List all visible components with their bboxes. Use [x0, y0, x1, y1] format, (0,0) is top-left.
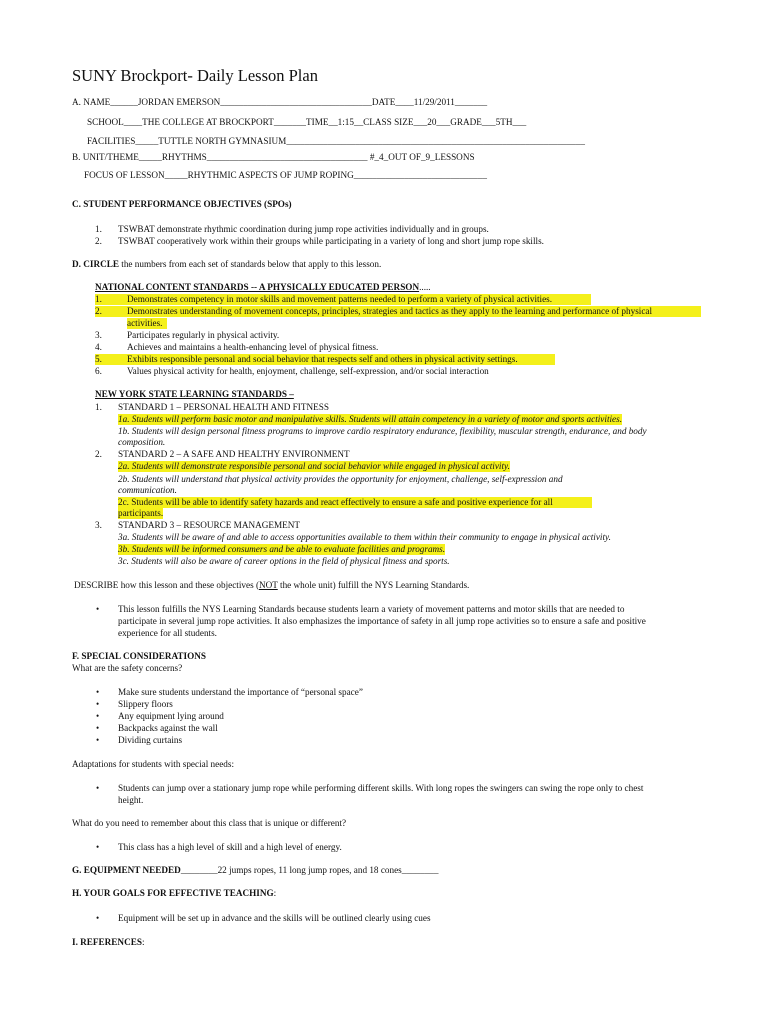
- safety-item-5: Dividing curtains: [118, 735, 183, 745]
- describe-text-1: This lesson fulfills the NYS Learning Standards because students learn a variety of movement patterns and motor skills that are needed to: [118, 604, 625, 614]
- national-standard-1: 1. Demonstrates competency in motor skills and movement patterns needed to perform a variety of physical activities.: [95, 294, 591, 305]
- unique-text: This class has a high level of skill and a high level of energy.: [118, 842, 342, 852]
- national-standard-3: 3. Participates regularly in physical activity.: [95, 330, 280, 340]
- objective-2-text: TSWBAT cooperatively work within their groups while participating in a variety of long and short jump rope skills.: [118, 236, 544, 246]
- safety-bullet: •: [96, 723, 100, 733]
- national-standards-heading: NATIONAL CONTENT STANDARDS -- A PHYSICALLY EDUCATED PERSON: [95, 282, 420, 292]
- standard-2b-cont: communication.: [118, 485, 177, 495]
- school-line: SCHOOL____THE COLLEGE AT BROCKPORT_______TIME__1:15__CLASS SIZE___20___GRADE___5TH___: [87, 117, 527, 127]
- standard-1-number: 1.: [95, 402, 102, 412]
- goals-text: Equipment will be set up in advance and the skills will be outlined clearly using cues: [118, 913, 431, 923]
- national-standards-heading-line: [95, 282, 431, 293]
- section-h-line: H. YOUR GOALS FOR EFFECTIVE TEACHING:: [72, 888, 277, 898]
- standard-3b: 3b. Students will be informed consumers and be able to evaluate facilities and programs.: [118, 544, 446, 554]
- describe-text-3: experience for all students.: [118, 628, 217, 638]
- objective-1-text: TSWBAT demonstrate rhythmic coordination during jump rope activities individually and in groups.: [118, 224, 489, 234]
- safety-bullet: •: [96, 687, 100, 697]
- standard-1b-cont: composition.: [118, 437, 166, 447]
- unit-line: B. UNIT/THEME_____RHYTHMS___________________________________ #_4_OUT OF_9_LESSONS: [72, 152, 475, 162]
- safety-question: What are the safety concerns?: [72, 663, 183, 673]
- unique-bullet: •: [96, 842, 100, 852]
- standard-2c-cont: participants.: [118, 508, 164, 518]
- safety-bullet: •: [96, 711, 100, 721]
- section-d-text: the numbers from each set of standards below that apply to this lesson.: [118, 259, 382, 269]
- national-standard-5: 5. Exhibits responsible personal and social behavior that respects self and others in physical activity settings.: [95, 354, 555, 365]
- standard-2b: 2b. Students will understand that physical activity provides the opportunity for enjoyment, challenge, self-expression and: [118, 474, 563, 484]
- standard-2c: 2c. Students will be able to identify safety hazards and react effectively to ensure a safe and positive experience for all: [118, 497, 592, 508]
- section-d-label: D. CIRCLE: [72, 259, 119, 269]
- safety-bullet: •: [96, 699, 100, 709]
- standard-2-number: 2.: [95, 449, 102, 459]
- describe-text-2: participate in several jump rope activities. It also emphasizes the importance of safety in all jump rope activities so to ensure a safe and positive: [118, 616, 646, 626]
- adaptation-text-1: Students can jump over a stationary jump rope while performing different skills. With long ropes the swingers can swing the rope only to chest: [118, 783, 644, 793]
- section-h-heading: H. YOUR GOALS FOR EFFECTIVE TEACHING: [72, 888, 274, 898]
- standard-3-title: STANDARD 3 – RESOURCE MANAGEMENT: [118, 520, 300, 530]
- safety-item-4: Backpacks against the wall: [118, 723, 218, 733]
- nys-standards-heading: NEW YORK STATE LEARNING STANDARDS –: [95, 389, 294, 399]
- unique-question: What do you need to remember about this class that is unique or different?: [72, 818, 347, 828]
- safety-item-2: Slippery floors: [118, 699, 173, 709]
- facilities-line: FACILITIES_____TUTTLE NORTH GYMNASIUM_________________________________________________________________: [87, 136, 585, 146]
- national-heading-dots: .....: [419, 282, 431, 292]
- section-i-line: I. REFERENCES:: [72, 937, 145, 947]
- section-i-heading: I. REFERENCES: [72, 937, 142, 947]
- adaptation-bullet: •: [96, 783, 100, 793]
- name-date-line: A. NAME______JORDAN EMERSON_________________________________DATE____11/29/2011_______: [72, 97, 488, 107]
- objective-1-number: 1.: [95, 224, 102, 234]
- safety-bullet: •: [96, 735, 100, 745]
- standard-1a: 1a. Students will perform basic motor and manipulative skills. Students will attain competency in a variety of motor and sports activities.: [118, 414, 622, 424]
- equipment-text: ________22 jumps ropes, 11 long jump ropes, and 18 cones________: [180, 865, 439, 875]
- standard-3c: 3c. Students will also be aware of career options in the field of physical fitness and sports.: [118, 556, 450, 566]
- safety-item-3: Any equipment lying around: [118, 711, 224, 721]
- standard-3-number: 3.: [95, 520, 102, 530]
- national-standard-2: 2. Demonstrates understanding of movement concepts, principles, strategies and tactics as they apply to the learning and performance of physical: [95, 306, 701, 317]
- national-standard-6: 6. Values physical activity for health, enjoyment, challenge, self-expression, and/or social interaction: [95, 366, 489, 376]
- section-g-line: [72, 865, 438, 876]
- national-standard-2-cont: activities.: [127, 318, 167, 329]
- standard-2a: 2a. Students will demonstrate responsible personal and social behavior while engaged in physical activity.: [118, 461, 510, 471]
- page-title: SUNY Brockport- Daily Lesson Plan: [72, 66, 318, 85]
- standard-2-title: STANDARD 2 – A SAFE AND HEALTHY ENVIRONMENT: [118, 449, 350, 459]
- focus-line: FOCUS OF LESSON_____RHYTHMIC ASPECTS OF JUMP ROPING_____________________________: [84, 170, 487, 180]
- describe-bullet: •: [96, 604, 100, 614]
- standard-1b: 1b. Students will design personal fitness programs to improve cardio respiratory endurance, flexibility, muscular strength, endurance, and body: [118, 426, 647, 436]
- objective-2-number: 2.: [95, 236, 102, 246]
- goals-bullet: •: [96, 913, 100, 923]
- describe-line: DESCRIBE how this lesson and these objectives (NOT the whole unit) fulfill the NYS Learning Standards.: [74, 580, 470, 590]
- safety-item-1: Make sure students understand the importance of “personal space”: [118, 687, 363, 697]
- adaptation-text-2: height.: [118, 795, 144, 805]
- section-f-heading: F. SPECIAL CONSIDERATIONS: [72, 651, 207, 661]
- not-emphasis: NOT: [259, 580, 278, 590]
- national-standard-4: 4. Achieves and maintains a health-enhancing level of physical fitness.: [95, 342, 379, 352]
- section-g-heading: G. EQUIPMENT NEEDED: [72, 865, 181, 875]
- adaptations-question: Adaptations for students with special needs:: [72, 759, 235, 769]
- section-c-heading: C. STUDENT PERFORMANCE OBJECTIVES (SPOs): [72, 199, 292, 209]
- standard-3a: 3a. Students will be aware of and able to access opportunities available to them within their community to engage in physical activity.: [118, 532, 611, 542]
- section-d-line: [72, 259, 381, 270]
- standard-1-title: STANDARD 1 – PERSONAL HEALTH AND FITNESS: [118, 402, 329, 412]
